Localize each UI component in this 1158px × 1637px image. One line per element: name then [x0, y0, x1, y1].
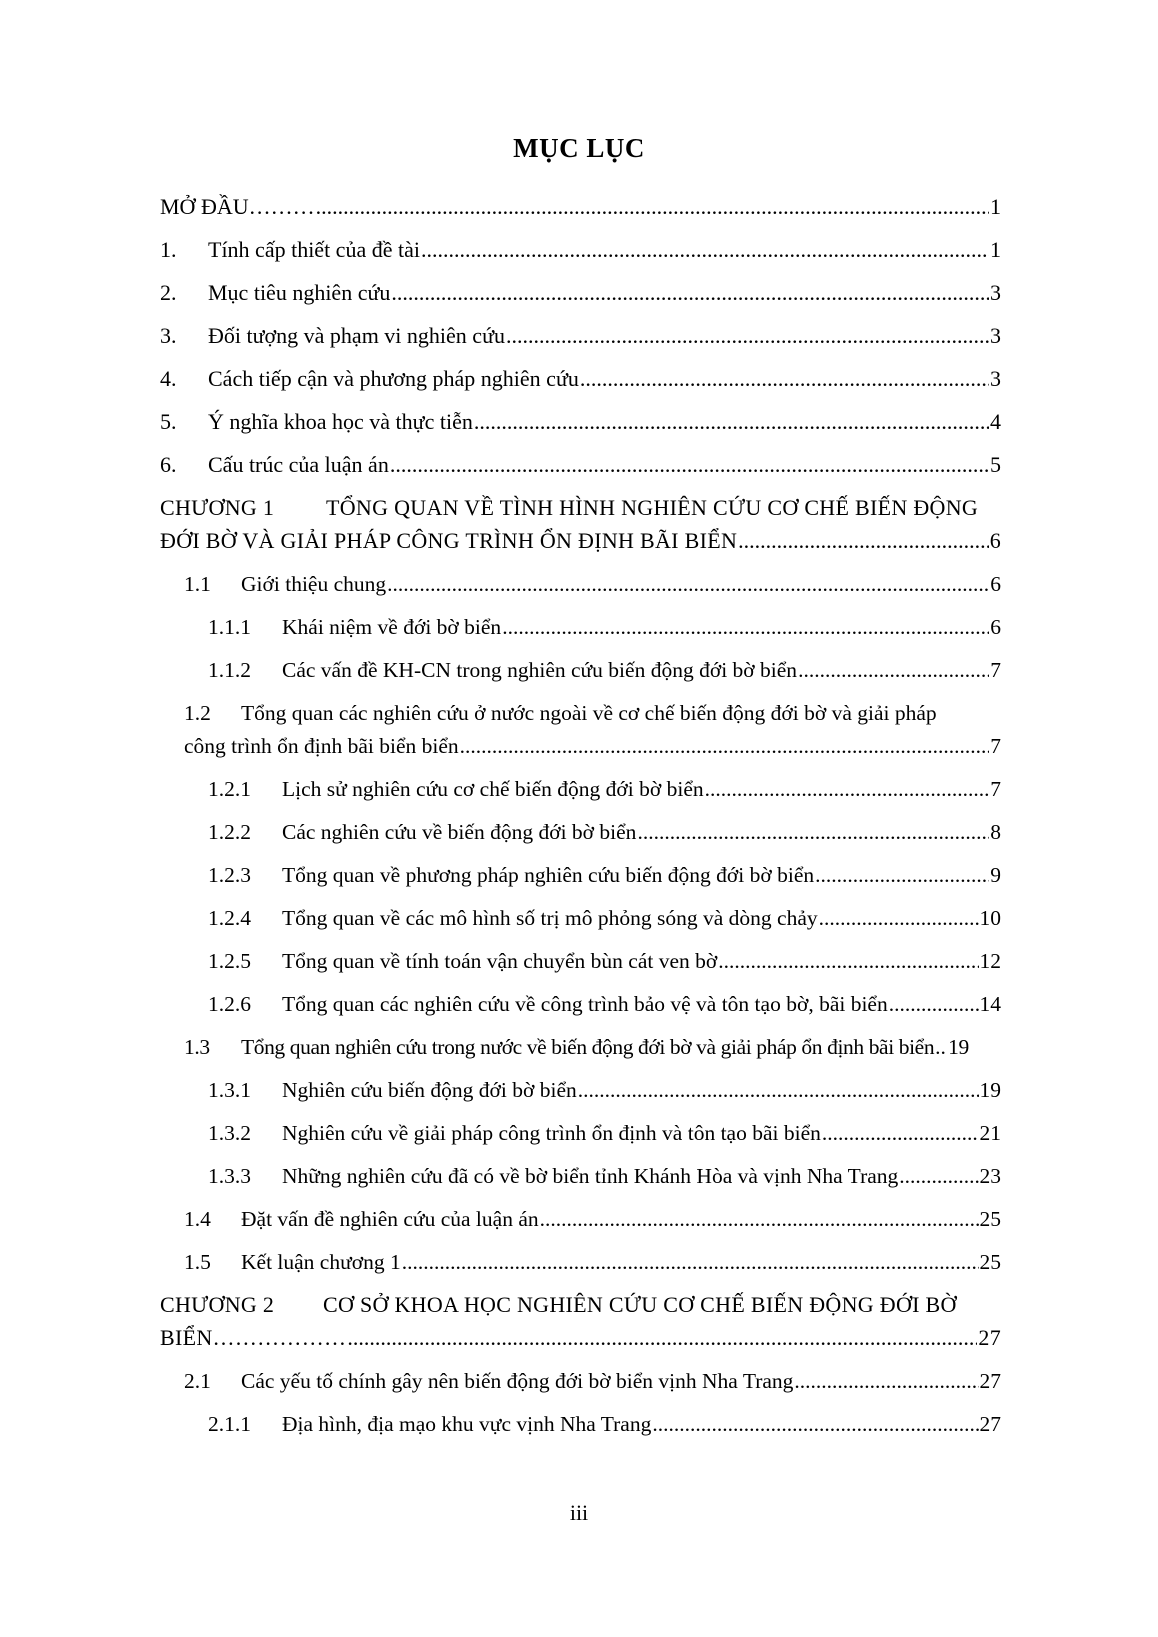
- toc-entry-number: 1.3.3: [208, 1164, 251, 1188]
- toc-entry-number: 1.1.1: [208, 615, 251, 639]
- toc-entry-label: Đặt vấn đề nghiên cứu của luận án: [241, 1207, 539, 1231]
- toc-entry-label: MỞ ĐẦU………: [160, 194, 315, 219]
- toc-entry-label: Tổng quan về phương pháp nghiên cứu biến động đới bờ biển: [282, 863, 815, 887]
- toc-entry-page: 6: [989, 528, 1001, 553]
- toc-entry-label-line2: công trình ổn định bãi biển biển: [184, 734, 459, 758]
- toc-leader: [391, 280, 989, 306]
- toc-entry-page: 8: [990, 820, 1001, 844]
- toc-entry-number: 5.: [160, 409, 177, 434]
- toc-entry-page: 6: [990, 615, 1001, 639]
- toc-entry-page: 27: [979, 1369, 1001, 1393]
- toc-entry-number: 1.2.6: [208, 992, 251, 1016]
- toc-entry-label: Tính cấp thiết của đề tài: [208, 237, 420, 262]
- toc-leader: [637, 819, 989, 845]
- toc-entry-number: 1.4: [184, 1207, 211, 1231]
- toc-entry-page: 9: [990, 863, 1001, 887]
- toc-entry-label: Các nghiên cứu về biến động đới bờ biển: [282, 820, 637, 844]
- toc-entry-number: 1.1: [184, 572, 211, 596]
- toc-leader: [316, 194, 989, 220]
- toc-entry-page: 25: [979, 1250, 1001, 1274]
- toc-entry-label: Các vấn đề KH-CN trong nghiên cứu biến động đới bờ biển: [282, 658, 798, 682]
- toc-chapter-title-line1: CƠ SỞ KHOA HỌC NGHIÊN CỨU CƠ CHẾ BIẾN ĐỘNG ĐỚI BỜ: [323, 1292, 957, 1317]
- toc-leader: [578, 1077, 979, 1103]
- toc-entry-label-line1: Tổng quan các nghiên cứu ở nước ngoài về cơ chế biến động đới bờ và giải pháp: [241, 701, 937, 725]
- toc-entry-label: Cấu trúc của luận án: [208, 452, 389, 477]
- toc-entry-page: 7: [990, 734, 1001, 758]
- toc-entry-page: 27: [978, 1325, 1001, 1350]
- toc-entry-number: 2.1: [184, 1369, 211, 1393]
- toc-entry-page: 4: [990, 409, 1001, 434]
- toc-entry-label: Cách tiếp cận và phương pháp nghiên cứu: [208, 366, 579, 391]
- toc-title: MỤC LỤC: [513, 133, 645, 163]
- toc-entry-number: 1.: [160, 237, 177, 262]
- toc-entry-page: 6: [990, 572, 1001, 596]
- toc-entry-page: 3: [990, 323, 1001, 348]
- toc-entry-label: Giới thiệu chung: [241, 572, 387, 596]
- toc-leader: [347, 1325, 977, 1351]
- toc-entry-page: 19: [948, 1035, 969, 1059]
- toc-entry-page: 23: [979, 1164, 1001, 1188]
- toc-leader: [460, 733, 990, 759]
- toc-leader: [506, 323, 989, 349]
- toc-entry-number: 1.3.1: [208, 1078, 251, 1102]
- toc-entry-number: 1.2: [184, 701, 211, 725]
- toc-leader: [502, 614, 989, 640]
- toc-entry-label: Các yếu tố chính gây nên biến động đới bờ biển vịnh Nha Trang: [241, 1369, 794, 1393]
- toc-leader: [705, 776, 990, 802]
- toc-leader: [935, 1034, 947, 1060]
- toc-leader: [899, 1163, 978, 1189]
- toc-entry-number: 6.: [160, 452, 177, 477]
- toc-entry-label: Tổng quan các nghiên cứu về công trình bảo vệ và tôn tạo bờ, bãi biển: [282, 992, 888, 1016]
- toc-chapter-title-line2: ĐỚI BỜ VÀ GIẢI PHÁP CÔNG TRÌNH ỔN ĐỊNH BÃI BIỂN: [160, 528, 738, 553]
- toc-entry-page: 19: [979, 1078, 1001, 1102]
- toc-leader: [421, 237, 989, 263]
- toc-entry-label: Đối tượng và phạm vi nghiên cứu: [208, 323, 505, 348]
- toc-entry-label: Tổng quan về tính toán vận chuyển bùn cát ven bờ: [282, 949, 718, 973]
- toc-entry-number: 1.2.4: [208, 906, 251, 930]
- toc-leader: [718, 948, 978, 974]
- toc-entry-number: 1.3.2: [208, 1121, 251, 1145]
- toc-leader: [390, 452, 989, 478]
- toc-entry-page: 1: [990, 194, 1001, 219]
- toc-leader: [580, 366, 989, 392]
- toc-entry-number: 1.2.5: [208, 949, 251, 973]
- toc-chapter-number: CHƯƠNG 2: [160, 1292, 275, 1317]
- toc-entry-page: 3: [990, 280, 1001, 305]
- toc-chapter-title-line1: TỔNG QUAN VỀ TÌNH HÌNH NGHIÊN CỨU CƠ CHẾ BIẾN ĐỘNG: [326, 495, 979, 520]
- toc-entry-label: Tổng quan nghiên cứu trong nước về biến động đới bờ và giải pháp ổn định bãi biển: [241, 1035, 935, 1059]
- toc-entry-number: 1.1.2: [208, 658, 251, 682]
- toc-entry-page: 1: [990, 237, 1001, 262]
- toc-entry-label: Nghiên cứu về giải pháp công trình ổn định và tôn tạo bãi biển: [282, 1121, 821, 1145]
- toc-leader: [819, 905, 979, 931]
- toc-entry-number: 1.2.1: [208, 777, 251, 801]
- toc-chapter-title-line2: BIỂN………………: [160, 1325, 347, 1350]
- toc-leader: [822, 1120, 979, 1146]
- toc-entry-label: Những nghiên cứu đã có về bờ biển tỉnh Khánh Hòa và vịnh Nha Trang: [282, 1164, 899, 1188]
- toc-entry-label: Khái niệm về đới bờ biển: [282, 615, 502, 639]
- toc-leader: [889, 991, 979, 1017]
- toc-chapter-number: CHƯƠNG 1: [160, 495, 275, 520]
- page-number-footer: iii: [569, 1500, 589, 1525]
- toc-leader: [474, 409, 989, 435]
- toc-entry-page: 7: [990, 777, 1001, 801]
- toc-entry-number: 1.2.3: [208, 863, 251, 887]
- toc-entry-page: 14: [979, 992, 1001, 1016]
- toc-entry-page: 7: [990, 658, 1001, 682]
- toc-entry-page: 5: [990, 452, 1001, 477]
- toc-entry-label: Nghiên cứu biến động đới bờ biển: [282, 1078, 577, 1102]
- toc-leader: [402, 1249, 979, 1275]
- toc-entry-page: 10: [979, 906, 1001, 930]
- toc-leader: [794, 1368, 978, 1394]
- toc-entry-page: 3: [990, 366, 1001, 391]
- toc-leader: [387, 571, 989, 597]
- toc-leader: [652, 1411, 978, 1437]
- toc-entry-label: Ý nghĩa khoa học và thực tiễn: [208, 409, 473, 434]
- toc-entry-label: Lịch sử nghiên cứu cơ chế biến động đới bờ biển: [282, 777, 704, 801]
- toc-entry-page: 27: [979, 1412, 1001, 1436]
- toc-entry-number: 2.1.1: [208, 1412, 251, 1436]
- toc-entry-page: 25: [979, 1207, 1001, 1231]
- toc-leader: [540, 1206, 979, 1232]
- toc-entry-number: 1.5: [184, 1250, 211, 1274]
- toc-entry-number: 3.: [160, 323, 177, 348]
- toc-entry-label: Địa hình, địa mạo khu vực vịnh Nha Trang: [282, 1412, 652, 1436]
- toc-leader: [815, 862, 989, 888]
- toc-entry-label: Mục tiêu nghiên cứu: [208, 280, 391, 305]
- toc-entry-label: Kết luận chương 1: [241, 1250, 401, 1274]
- toc-entry-number: 2.: [160, 280, 177, 305]
- toc-entry-number: 1.3: [184, 1035, 210, 1059]
- toc-leader: [798, 657, 989, 683]
- toc-entry-number: 1.2.2: [208, 820, 251, 844]
- toc-entry-number: 4.: [160, 366, 177, 391]
- toc-entry-page: 21: [979, 1121, 1001, 1145]
- toc-leader: [738, 528, 989, 554]
- toc-entry-page: 12: [979, 949, 1001, 973]
- toc-entry-label: Tổng quan về các mô hình số trị mô phỏng sóng và dòng chảy: [282, 906, 818, 930]
